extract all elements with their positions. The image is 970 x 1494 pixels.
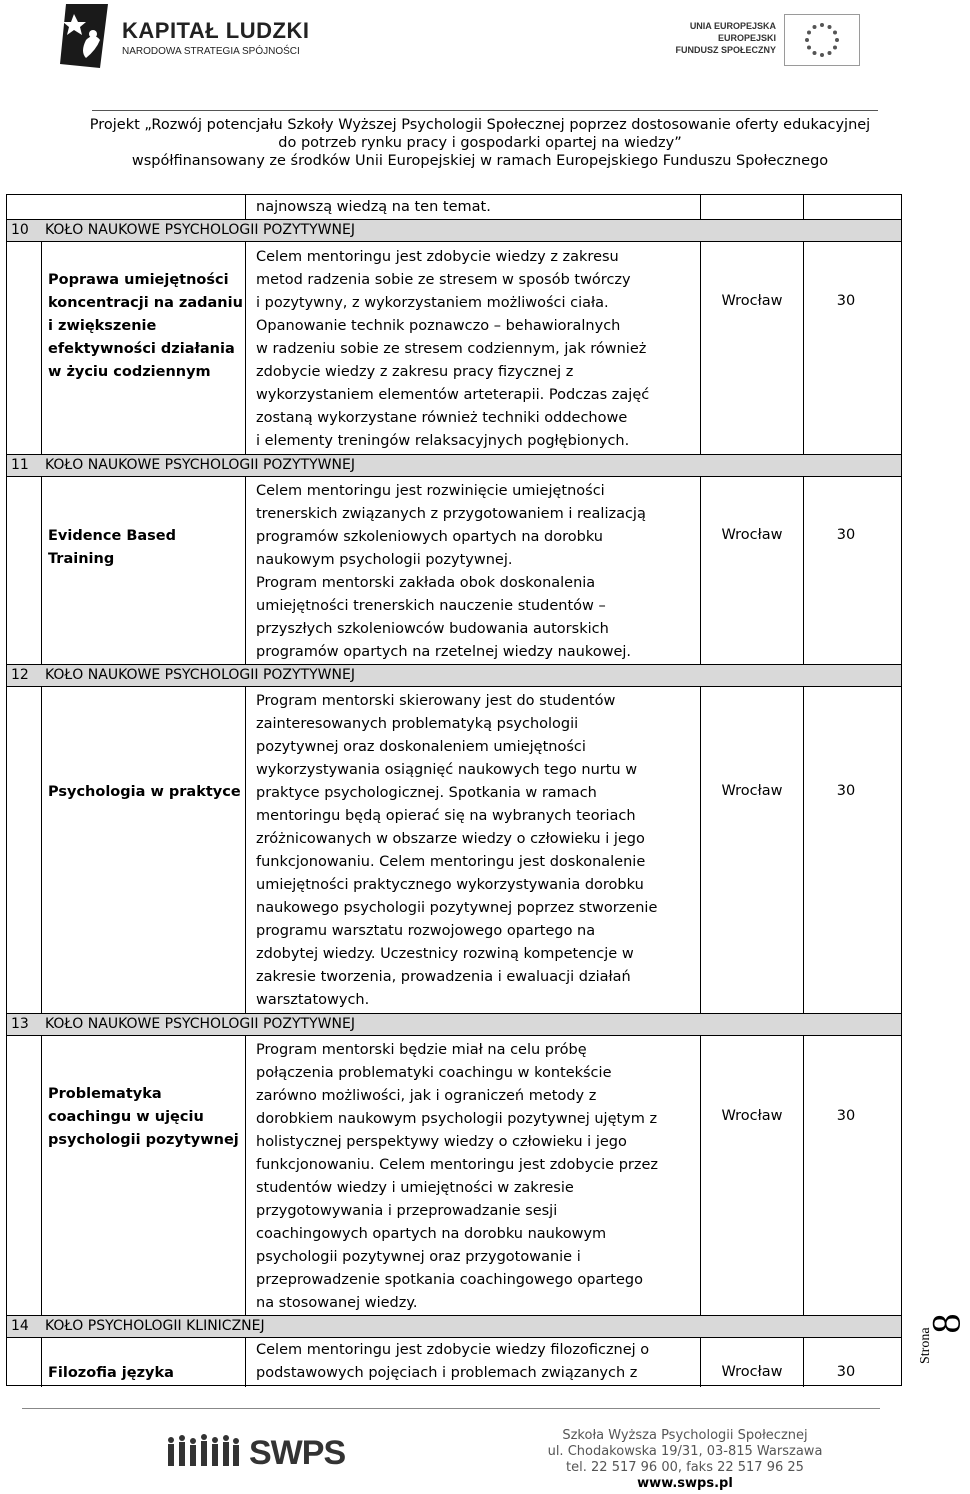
course-name-line: koncentracji na zadaniu [48,295,243,311]
course-name-line: Poprawa umiejętności [48,272,229,288]
description-line: przygotowywania i przeprowadzanie sesji [256,1203,558,1219]
course-name-line: Evidence Based [48,528,177,544]
description-line: podstawowych pojęciach i problemach związanych z [256,1365,638,1381]
carryover-line: najnowszą wiedzą na ten temat. [256,199,491,215]
col-divider [41,1035,42,1315]
description-line: metod radzenia sobie ze stresem w sposób twórczy [256,272,631,288]
description-line: Celem mentoringu jest rozwinięcie umiejętności [256,483,605,499]
group-header-13 [7,1013,355,1035]
header-logos [0,0,960,100]
course-city: Wrocław [721,1108,783,1124]
description-line: Program mentorski zakłada obok doskonalenia [256,575,596,591]
row-divider [7,1035,901,1036]
kapital-ludzki-logo [60,4,310,74]
course-name [48,525,244,571]
description-line: funkcjonowaniu. Celem mentoringu jest zdobycie przez [256,1157,658,1173]
footer-rule [22,1408,880,1409]
course-name-line: i zwiększenie [48,318,157,334]
description-line: w radzeniu sobie ze stresem codziennym, jak również [256,341,647,357]
row-number: 12 [11,667,29,683]
eu-line1: UNIA EUROPEJSKA [689,21,776,31]
description-line: studentów wiedzy i umiejętności w zakresie [256,1180,574,1196]
course-description [256,480,696,664]
course-description [256,246,696,453]
project-line-1: Projekt „Rozwój potencjału Szkoły Wyższej Psychologii Społecznej poprzez dostosowanie oferty edukacyjnej [89,117,871,133]
project-title [0,116,960,170]
col-divider [245,476,246,664]
project-line-3: współfinansowany ze środków Unii Europejskiej w ramach Europejskiego Funduszu Społecznego [131,153,829,169]
footer-line-1: Szkoła Wyższa Psychologii Społecznej [562,1428,808,1443]
description-line: przeprowadzenie spotkania coachingowego opartego [256,1272,643,1288]
carryover-text [256,196,696,219]
description-line: umiejętności trenerskich nauczenie studentów – [256,598,606,614]
group-title: KOŁO PSYCHOLOGII KLINICZNEJ [45,1318,265,1334]
description-line: Celem mentoringu jest zdobycie wiedzy z zakresu [256,249,619,265]
description-line: Program mentorski będzie miał na celu próbę [256,1042,587,1058]
course-name [48,269,244,384]
col-divider [245,241,246,454]
mentoring-table [6,194,902,1386]
course-name-line: Filozofia języka [48,1365,174,1381]
col-divider [245,1337,246,1387]
swps-logo-text: SWPS [249,1434,346,1472]
course-name [48,781,244,804]
course-hours: 30 [836,1108,856,1124]
eu-flag-icon [784,14,860,66]
description-line: naukowym psychologii pozytywnej. [256,552,513,568]
col-divider [245,686,246,1013]
col-divider [700,195,701,219]
col-divider [41,241,42,454]
course-name [48,1362,244,1385]
course-description [256,690,696,1012]
description-line: pozytywnej oraz doskonaleniem umiejętności [256,739,586,755]
col-divider [41,686,42,1013]
course-city: Wrocław [721,527,783,543]
course-name-line: w życiu codziennym [48,364,211,380]
header-rule [92,110,878,111]
group-header-10 [7,219,355,241]
col-divider [803,241,804,454]
description-line: funkcjonowaniu. Celem mentoringu jest doskonalenie [256,854,646,870]
row-number: 13 [11,1016,29,1032]
col-divider [700,476,701,664]
description-line: Program mentorski skierowany jest do studentów [256,693,616,709]
eu-logo-text [675,20,776,56]
col-divider [803,195,804,219]
row-divider [7,241,901,242]
description-line: Celem mentoringu jest zdobycie wiedzy filozoficznej o [256,1342,650,1358]
description-line: programu warsztatu rozwojowego opartego na [256,923,596,939]
course-city: Wrocław [721,783,783,799]
course-description [256,1039,696,1315]
row-number: 10 [11,222,29,238]
description-line: na stosowanej wiedzy. [256,1295,418,1311]
col-divider [700,1337,701,1387]
course-hours: 30 [836,783,856,799]
course-name-line: Training [48,551,115,567]
page-number-value: 8 [923,1313,969,1334]
eu-line3: FUNDUSZ SPOŁECZNY [675,45,776,55]
footer-line-3: tel. 22 517 96 00, faks 22 517 96 25 [566,1460,804,1475]
course-hours: 30 [836,527,856,543]
row-divider [7,686,901,687]
eu-line2: EUROPEJSKI [717,33,776,43]
description-line: coachingowych opartych na dorobku naukowym [256,1226,607,1242]
description-line: zakresie tworzenia, prowadzenia i ewaluacji działań [256,969,631,985]
col-divider [803,1337,804,1387]
description-line: holistycznej perspektywy wiedzy o człowieku i jego [256,1134,627,1150]
description-line: i elementy treningów relaksacyjnych pogłębionych. [256,433,630,449]
group-header-11 [7,454,355,476]
col-divider [41,476,42,664]
description-line: mentoringu będą opierać się na wybranych teoriach [256,808,636,824]
project-line-2: do potrzeb rynku pracy i gospodarki opartej na wiedzy” [278,135,682,151]
people-silhouettes-icon [165,1432,241,1470]
course-hours: 30 [836,293,856,309]
footer-line-2: ul. Chodakowska 19/31, 03-815 Warszawa [547,1444,823,1459]
group-title: KOŁO NAUKOWE PSYCHOLOGII POZYTYWNEJ [45,222,355,238]
kapital-ludzki-emblem-icon [60,4,108,68]
description-line: przyszłych szkoleniowców budowania autorskich [256,621,609,637]
description-line: zdobycie wiedzy z zakresu pracy fizycznej z [256,364,574,380]
course-description [256,1339,696,1385]
row-number: 11 [11,457,29,473]
col-divider [245,195,246,219]
description-line: dorobkiem naukowym psychologii pozytywnej ujętym z [256,1111,658,1127]
description-line: wykorzystaniem elementów arteterapii. Podczas zajęć [256,387,650,403]
page-number-label: Strona [918,1327,933,1364]
kapital-ludzki-title: KAPITAŁ LUDZKI [122,18,310,43]
swps-logo [165,1432,346,1472]
course-name-line: Psychologia w praktyce [48,784,241,800]
course-name-line: Problematyka [48,1086,162,1102]
description-line: psychologii pozytywnej oraz przygotowanie i [256,1249,581,1265]
description-line: zróżnicowanych w obszarze wiedzy o człowieku i jego [256,831,645,847]
course-name-line: efektywności działania [48,341,235,357]
page-number [918,1300,969,1390]
description-line: programów opartych na rzetelnej wiedzy naukowej. [256,644,632,660]
eu-logo [675,14,860,74]
group-title: KOŁO NAUKOWE PSYCHOLOGII POZYTYWNEJ [45,667,355,683]
footer-address [500,1428,870,1492]
footer-website-link[interactable]: www.swps.pl [637,1476,733,1491]
col-divider [41,1337,42,1387]
description-line: zainteresowanych problematyką psychologii [256,716,579,732]
group-header-14 [7,1315,265,1337]
description-line: zostaną wykorzystane również techniki oddechowe [256,410,628,426]
course-name [48,1083,244,1152]
col-divider [245,1035,246,1315]
col-divider [803,1035,804,1315]
col-divider [700,1035,701,1315]
course-name-line: coachingu w ujęciu [48,1109,204,1125]
row-divider [7,1337,901,1338]
description-line: zdobytej wiedzy. Uczestnicy rozwiną kompetencje w [256,946,634,962]
description-line: naukowego psychologii pozytywnej poprzez stworzenie [256,900,658,916]
row-divider [7,476,901,477]
group-header-12 [7,664,355,686]
description-line: zarówno możliwości, jak i ograniczeń metody z [256,1088,597,1104]
description-line: programów szkoleniowych opartych na dorobku [256,529,603,545]
course-city: Wrocław [721,293,783,309]
description-line: praktyce psychologicznej. Spotkania w ramach [256,785,597,801]
description-line: Opanowanie technik poznawczo – behawioralnych [256,318,621,334]
col-divider [803,476,804,664]
course-name-line: psychologii pozytywnej [48,1132,239,1148]
row-number: 14 [11,1318,29,1334]
description-line: i pozytywny, z wykorzystaniem możliwości ciała. [256,295,609,311]
group-title: KOŁO NAUKOWE PSYCHOLOGII POZYTYWNEJ [45,457,355,473]
course-city: Wrocław [721,1364,783,1380]
description-line: umiejętności praktycznego wykorzystywania dorobku [256,877,644,893]
description-line: warsztatowych. [256,992,370,1008]
col-divider [700,686,701,1013]
description-line: wykorzystywania osiągnięć naukowych tego nurtu w [256,762,638,778]
kapital-ludzki-subtitle: NARODOWA STRATEGIA SPÓJNOŚCI [122,46,300,57]
description-line: trenerskich związanych z przygotowaniem i realizacją [256,506,646,522]
col-divider [700,241,701,454]
course-hours: 30 [836,1364,856,1380]
group-title: KOŁO NAUKOWE PSYCHOLOGII POZYTYWNEJ [45,1016,355,1032]
col-divider [803,686,804,1013]
description-line: połączenia problematyki coachingu w kontekście [256,1065,612,1081]
